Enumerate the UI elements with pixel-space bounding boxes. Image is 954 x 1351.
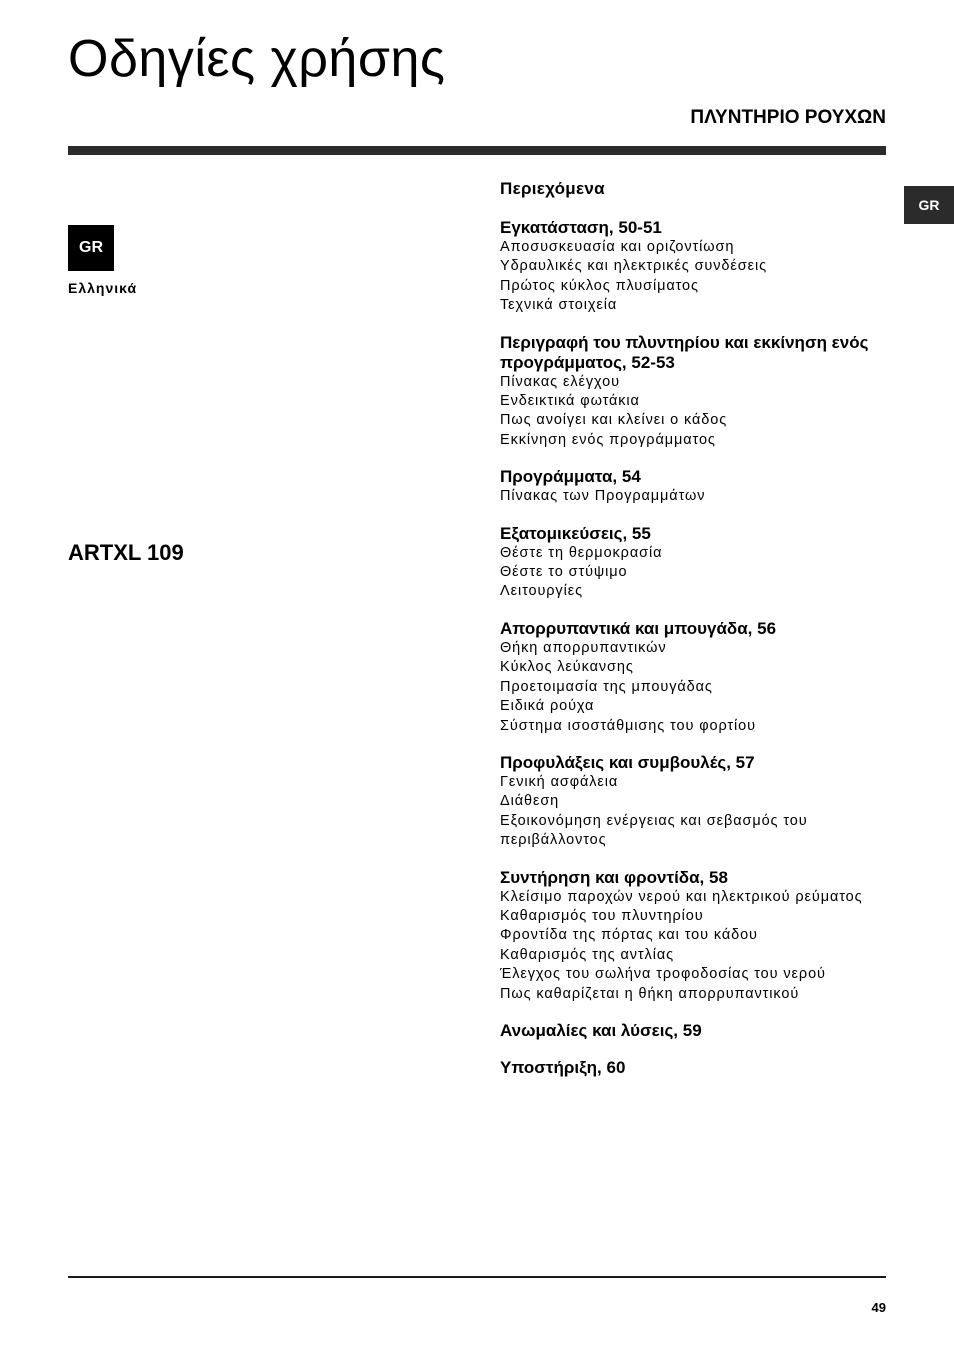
- toc-section-title: Ανωμαλίες και λύσεις, 59: [500, 1020, 702, 1040]
- toc-subitem: Πίνακας των Προγραμμάτων: [500, 488, 706, 505]
- toc-section-troubleshooting: [500, 1021, 890, 1041]
- toc-subitem: Πρώτος κύκλος πλυσίματος: [500, 277, 699, 294]
- toc-subitem: Φροντίδα της πόρτας και του κάδου: [500, 927, 758, 944]
- footer-rule: [68, 1276, 886, 1278]
- toc-section-title: Προφυλάξεις και συμβουλές, 57: [500, 752, 755, 772]
- toc-section-title: Περιγραφή του πλυντηρίου και εκκίνηση ενός προγράμματος, 52-53: [500, 332, 869, 372]
- toc-subitem: Υδραυλικές και ηλεκτρικές συνδέσεις: [500, 258, 767, 275]
- toc-subitem: Κλείσιμο παροχών νερού και ηλεκτρικού ρεύματος: [500, 888, 863, 905]
- toc-subitem: Θήκη απορρυπαντικών: [500, 639, 667, 656]
- toc-section-title: Συντήρηση και φροντίδα, 58: [500, 867, 728, 887]
- toc-section-customisations: [500, 524, 890, 602]
- header-rule: [68, 146, 886, 155]
- toc-subitem: Λειτουργίες: [500, 583, 583, 600]
- toc-subitem: Έλεγχος του σωλήνα τροφοδοσίας του νερού: [500, 966, 826, 983]
- toc-subitem: Τεχνικά στοιχεία: [500, 297, 618, 314]
- toc-section-title: Εγκατάσταση, 50-51: [500, 218, 662, 237]
- table-of-contents: [500, 178, 890, 1095]
- page-number: 49: [871, 1300, 886, 1315]
- toc-subitem: Προετοιμασία της μπουγάδας: [500, 678, 713, 695]
- toc-section-detergents: [500, 619, 890, 736]
- toc-section-support: [500, 1058, 890, 1078]
- toc-subitem: Διάθεση: [500, 793, 560, 810]
- toc-section-title: Υποστήριξη, 60: [500, 1057, 626, 1077]
- toc-subitem: Αποσυσκευασία και οριζοντίωση: [500, 239, 735, 255]
- toc-subitem: Ειδικά ρούχα: [500, 698, 595, 715]
- toc-subitem: Ενδεικτικά φωτάκια: [500, 393, 640, 410]
- toc-subitem: Θέστε τη θερμοκρασία: [500, 544, 663, 561]
- side-language-tab: GR: [904, 186, 954, 224]
- document-subtitle: ΠΛΥΝΤΗΡΙΟ ΡΟΥΧΩΝ: [690, 107, 886, 128]
- toc-subitem: Γενική ασφάλεια: [500, 773, 619, 790]
- page-title: Οδηγίες χρήσης: [68, 30, 446, 88]
- language-badge: GR: [68, 225, 114, 271]
- toc-section-title: Απορρυπαντικά και μπουγάδα, 56: [500, 618, 777, 638]
- toc-section-maintenance: [500, 868, 890, 1004]
- toc-section-programs: [500, 467, 890, 506]
- toc-heading: Περιεχόμενα: [500, 179, 605, 198]
- toc-subitem: Εκκίνηση ενός προγράμματος: [500, 431, 716, 448]
- toc-section-title: Προγράμματα, 54: [500, 467, 641, 487]
- toc-subitem: Σύστημα ισοστάθμισης του φορτίου: [500, 717, 756, 734]
- toc-section-installation: [500, 218, 890, 316]
- model-name: ARTXL 109: [68, 540, 184, 565]
- toc-subitem: Εξοικονόμηση ενέργειας και σεβασμός του περιβάλλοντος: [500, 812, 808, 849]
- toc-section-description: [500, 333, 890, 451]
- toc-section-title: Εξατομικεύσεις, 55: [500, 523, 651, 543]
- language-label: Ελληνικά: [68, 280, 138, 296]
- toc-subitem: Θέστε το στύψιμο: [500, 564, 628, 581]
- toc-subitem: Πίνακας ελέγχου: [500, 373, 620, 390]
- toc-subitem: Κύκλος λεύκανσης: [500, 659, 634, 676]
- toc-subitem: Καθαρισμός του πλυντηρίου: [500, 907, 704, 924]
- toc-subitem: Πως ανοίγει και κλείνει ο κάδος: [500, 412, 728, 429]
- toc-subitem: Καθαρισμός της αντλίας: [500, 946, 674, 963]
- toc-section-precautions: [500, 753, 890, 851]
- toc-subitem: Πως καθαρίζεται η θήκη απορρυπαντικού: [500, 985, 800, 1002]
